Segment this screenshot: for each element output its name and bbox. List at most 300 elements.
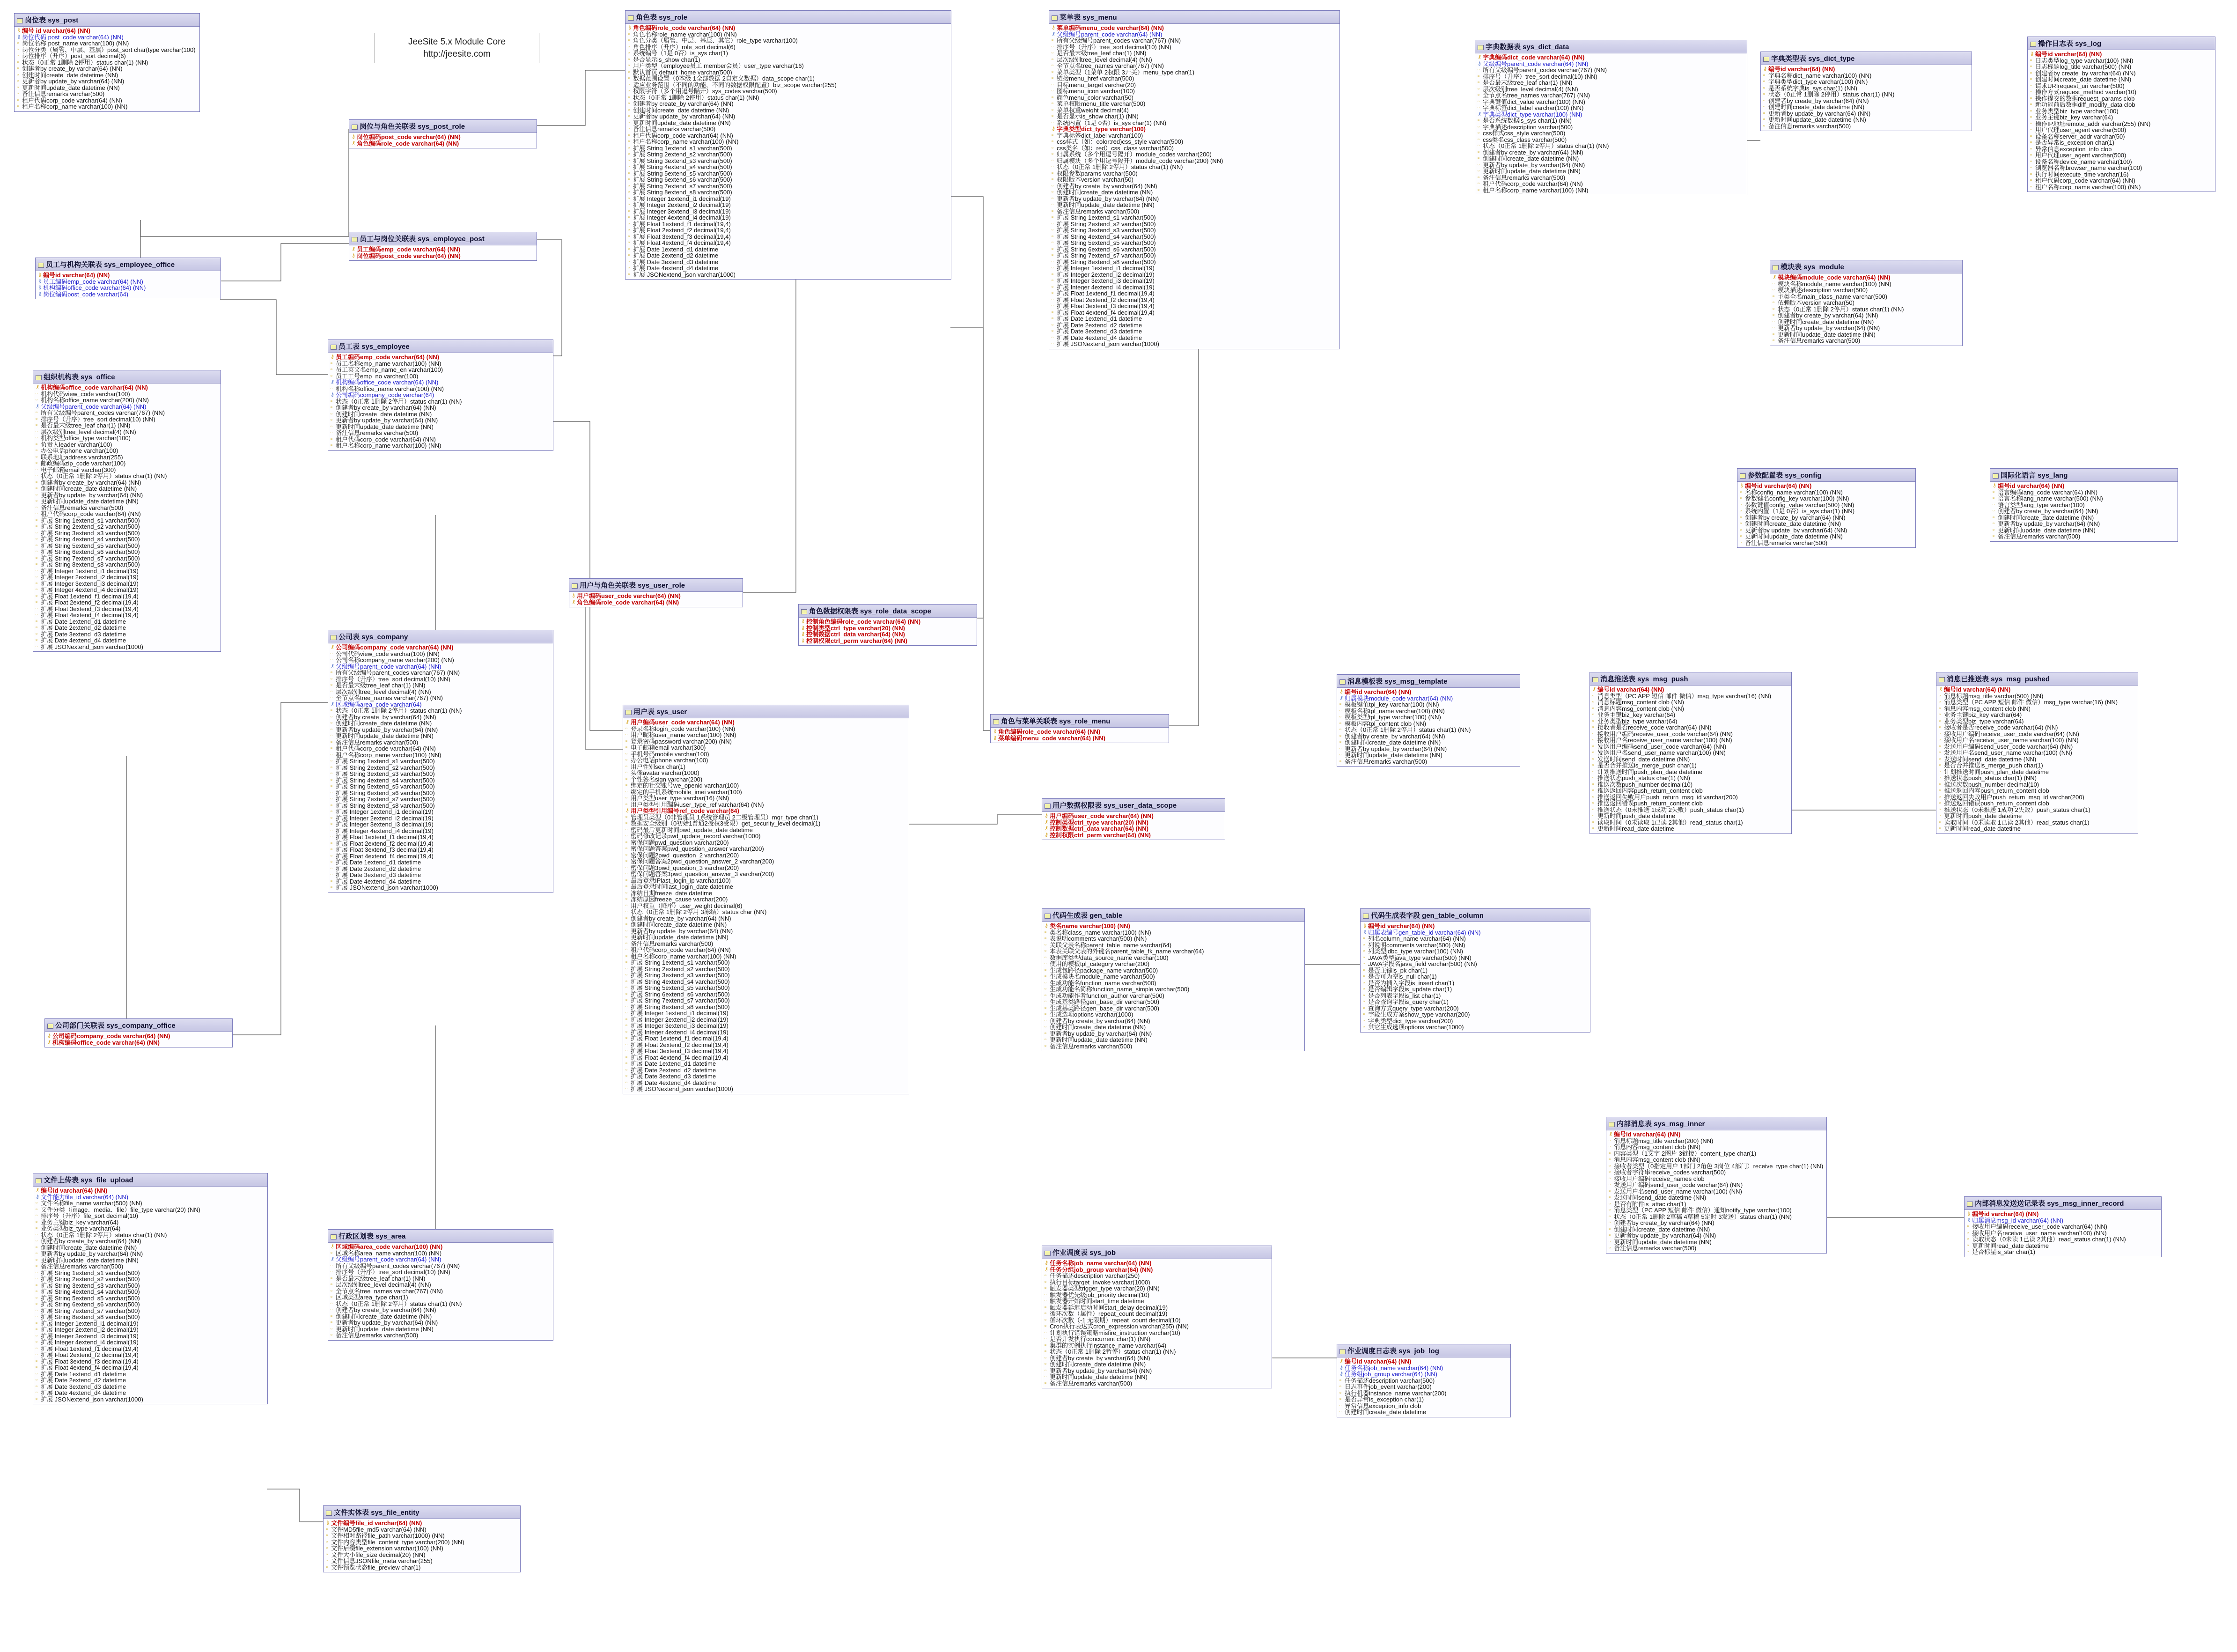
field-bullet-icon: ▫ [1592,737,1594,743]
column-label: 扩展 String 6extend_s6 varchar(500) [41,549,140,555]
column-field [1591,782,1790,788]
entity-table-sys_user_data_scope[interactable] [1042,798,1225,840]
field-bullet-icon: ▫ [1339,708,1341,714]
column-field [1739,533,1914,540]
column-label: 用户代理user_agent varchar(500) [2035,152,2127,159]
field-bullet-icon: ▫ [1773,312,1774,318]
column-field [330,821,552,828]
entity-header-sys_employee_office [36,258,221,271]
column-label: 字典标签dict_label varchar(100) [1057,132,1143,139]
column-foreign-key [330,379,552,386]
field-bullet-icon: ▫ [2030,171,2032,177]
column-field [1772,300,1961,306]
field-bullet-icon: ▫ [1045,942,1046,948]
column-label: 密保问题pwd_question varchar(200) [631,839,729,846]
field-bullet-icon: ▫ [1592,781,1594,787]
column-label: 更新时间update_date datetime (NN) [1050,1374,1148,1380]
column-label: 创建者by create_by varchar(64) (NN) [1050,1355,1150,1361]
column-field [330,878,552,885]
column-field [1051,246,1338,253]
entity-title: 操作日志表 sys_log [2038,40,2102,48]
field-bullet-icon: ▫ [1592,750,1594,755]
field-bullet-icon: ▫ [331,398,332,404]
column-label: 控制权限ctrl_perm varchar(64) (NN) [806,637,908,644]
entity-table-sys_employee_post[interactable] [349,232,537,261]
field-bullet-icon: ▫ [1592,756,1594,762]
field-bullet-icon: ▫ [36,1213,37,1218]
entity-table-sys_lang[interactable] [1990,468,2178,542]
entity-table-sys_log[interactable] [2027,37,2215,192]
column-label: 控制数据ctrl_data varchar(64) (NN) [806,631,905,638]
entity-table-sys_role_menu[interactable] [990,714,1169,743]
field-bullet-icon: ▫ [628,69,630,75]
column-field [1992,521,2176,527]
field-bullet-icon: ▫ [1045,1342,1046,1348]
column-field [1477,92,1745,99]
entity-columns [1475,53,1747,195]
column-field [1739,515,1914,521]
column-label: 父级编号parent_code varchar(64) (NN) [336,663,442,670]
column-label: 扩展 String 2extend_s2 varchar(500) [633,151,732,158]
column-label: 扩展 Date 3extend_d3 datetime [631,1073,716,1080]
entity-table-sys_role_data_scope[interactable] [798,604,977,646]
column-label: 状态（0正常 1删除 2停用）status char(1) (NN) [1483,143,1609,149]
column-field [1044,1374,1270,1380]
column-field [1044,1336,1270,1342]
column-label: 类名称class_name varchar(100) (NN) [1050,929,1151,936]
column-field [1608,1150,1825,1157]
key-icon: ⚷ [352,252,356,258]
column-label: 岗位编码post_code varchar(64) (NN) [357,134,461,140]
field-bullet-icon: ▫ [1045,1323,1046,1329]
entity-table-sys_company[interactable] [328,630,553,893]
column-foreign-key [37,279,219,285]
column-label: 创建时间create_date datetime (NN) [1345,739,1441,746]
column-label: 备注信息remarks varchar(500) [41,1263,124,1270]
column-label: 归属系统（多个用逗号隔开）module_codes varchar(200) [1057,151,1212,158]
column-label: 发送用户编码send_user_code varchar(64) (NN) [1597,743,1727,750]
column-label: 归属模块（多个用逗号隔开）module_code varchar(200) (NN) [1057,157,1223,164]
column-field [625,1004,907,1010]
column-label: 更新时间push_date datetime [1597,813,1676,819]
entity-table-sys_msg_template[interactable] [1337,674,1520,767]
column-field [35,1219,266,1226]
field-bullet-icon: ▫ [628,151,630,157]
field-bullet-icon: ▫ [331,878,332,884]
column-label: 模块编码module_code varchar(64) (NN) [1778,274,1891,281]
field-bullet-icon: ▫ [1939,762,1941,768]
column-field [1044,948,1303,955]
key-icon: ⚷ [1045,813,1049,819]
field-bullet-icon: ▫ [36,1314,37,1320]
entity-title: 作业调度表 sys_job [1052,1249,1116,1257]
entity-table-sys_post[interactable] [14,13,200,112]
column-primary-key [1992,483,2176,489]
column-label: 扩展 Date 3extend_d3 datetime [336,872,421,878]
field-bullet-icon: ▫ [1052,265,1053,271]
field-bullet-icon: ▫ [1592,826,1594,831]
entity-table-sys_dict_type[interactable] [1760,52,1972,131]
column-label: 更新时间update_date datetime (NN) [631,934,728,941]
column-label: 是否最末级tree_leaf char(1) (NN) [1057,50,1147,57]
column-field [1772,306,1961,313]
column-label: 更新者by update_by varchar(64) (NN) [1483,162,1585,168]
column-field [1339,1396,1509,1403]
entity-table-sys_employee[interactable] [328,339,553,451]
column-field [35,1352,266,1358]
column-field [625,751,907,758]
entity-title: 文件实体表 sys_file_entity [334,1509,419,1517]
column-label: 文件内容类型file_content_type varchar(200) (NN) [331,1539,464,1545]
column-label: 扩展 Float 3extend_f3 decimal(19,4) [633,233,731,240]
key-icon: ⚷ [625,719,630,725]
field-bullet-icon: ▫ [625,852,627,858]
column-label: 扩展 Date 4extend_d4 datetime [633,265,719,272]
column-primary-key [1739,483,1914,489]
field-bullet-icon: ▫ [36,568,37,574]
column-field [325,1539,519,1546]
field-bullet-icon: ▫ [1052,113,1053,119]
column-field [1591,794,1790,801]
column-field [1362,942,1589,949]
column-label: 租户代码corp_code varchar(64) (NN) [1483,181,1583,187]
column-label: 扩展 String 1extend_s1 varchar(500) [336,758,435,765]
field-bullet-icon: ▫ [1939,781,1941,787]
entity-table-sys_area[interactable] [328,1229,553,1341]
entity-table-sys_user_role[interactable] [569,578,743,607]
field-bullet-icon: ▫ [1052,107,1053,113]
column-field [35,543,219,549]
entity-header-sys_role_menu [991,715,1169,728]
column-field [625,1017,907,1023]
column-label: 生成功能作者function_author varchar(500) [1050,992,1164,999]
column-label: 备注信息remarks varchar(500) [1483,174,1566,181]
column-field [1051,259,1338,266]
entity-table-sys_job[interactable] [1042,1246,1272,1388]
column-label: 扩展 Integer 3extend_i3 decimal(19) [631,1023,728,1029]
column-label: 菜单编码menu_code varchar(64) (NN) [1057,25,1164,31]
field-bullet-icon: ▫ [628,75,630,81]
column-label: 更新时间update_date datetime (NN) [1614,1239,1712,1245]
column-label: 类名name varchar(100) (NN) [1050,923,1130,929]
field-bullet-icon: ▫ [628,252,630,258]
column-label: 更新者by update_by varchar(64) (NN) [41,1251,143,1257]
column-field [330,834,552,841]
entity-table-sys_config[interactable] [1737,468,1916,548]
field-bullet-icon: ▫ [331,777,332,783]
field-bullet-icon: ▫ [2030,57,2032,63]
column-field [625,922,907,928]
column-label: 更新者by update_by varchar(64) (NN) [1768,110,1871,117]
column-label: 扩展 String 1extend_s1 varchar(500) [41,1269,140,1276]
field-bullet-icon: ▫ [36,1301,37,1307]
column-field [330,1313,552,1320]
entity-table-sys_menu[interactable] [1049,10,1340,349]
entity-title: 公司部门关联表 sys_company_office [55,1022,176,1030]
field-bullet-icon: ▫ [326,1564,328,1570]
foreign-key-icon: ⚷ [331,663,335,669]
table-icon [1993,473,1999,479]
entity-table-sys_employee_office[interactable] [35,258,221,299]
column-label: 租户代码corp_code varchar(64) (NN) [336,436,436,442]
field-bullet-icon: ▫ [1592,768,1594,774]
column-label: 触发器开始时间start_time datetime [1050,1298,1144,1305]
column-field [625,738,907,745]
entity-table-sys_file_entity[interactable] [323,1505,521,1572]
column-field [1938,712,2136,718]
column-label: 员工工号emp_no varchar(100) [336,373,419,379]
column-label: 是否异常is_exception char(1) [1345,1396,1424,1403]
column-field [1966,1224,2160,1230]
entity-table-sys_msg_inner_record[interactable] [1964,1196,2162,1257]
field-bullet-icon: ▫ [625,820,627,826]
column-primary-key [330,644,552,651]
column-label: 是否标星is_star char(1) [1972,1249,2036,1255]
field-bullet-icon: ▫ [1939,737,1941,743]
column-label: 创建时间create_date datetime (NN) [336,1313,432,1320]
field-bullet-icon: ▫ [1939,806,1941,812]
column-label: 操作方式request_method varchar(10) [2035,89,2137,96]
column-label: 备注信息remarks varchar(500) [1768,123,1851,129]
column-field [1938,718,2136,725]
column-field [330,765,552,771]
column-field [625,1035,907,1042]
column-field [16,53,198,59]
column-label: 机构名称office_name varchar(100) (NN) [336,385,444,392]
field-bullet-icon: ▫ [1339,758,1341,764]
entity-header-sys_area [328,1230,553,1243]
entity-columns [328,643,553,892]
column-field [1772,325,1961,332]
column-label: 接收者类型（0指定用户 1部门 2角色 3岗位 4部门）receive_type char(1) (NN) [1614,1163,1824,1169]
column-label: 链接menu_href varchar(500) [1057,75,1134,82]
column-label: 创建时间create_date datetime (NN) [1614,1226,1710,1232]
field-bullet-icon: ▫ [1052,189,1053,195]
column-label: 表说明comments varchar(500) (NN) [1050,936,1147,942]
column-field [1608,1220,1825,1226]
entity-columns [1936,686,2138,833]
column-field [330,841,552,847]
entity-title: 消息推送表 sys_msg_push [1600,675,1688,683]
column-label: 图标menu_icon varchar(100) [1057,88,1135,95]
entity-table-sys_job_log[interactable] [1337,1344,1511,1417]
column-label: 业务类型biz_type varchar(64) [1944,718,2024,724]
column-field [1762,85,1970,92]
column-label: 创建时间create_date datetime (NN) [1745,521,1841,527]
column-field [1966,1230,2160,1237]
column-field [330,796,552,803]
column-label: 扩展 JSONextend_json varchar(1000) [631,1086,733,1092]
field-bullet-icon: ▫ [1045,1380,1046,1386]
column-field [1938,756,2136,763]
column-field [1044,1355,1270,1362]
column-field [16,78,198,85]
column-field [627,151,949,158]
field-bullet-icon: ▫ [331,726,332,732]
entity-header-gen_table [1042,909,1304,922]
column-label: 编号 id varchar(64) (NN) [22,28,90,34]
field-bullet-icon: ▫ [1763,123,1765,129]
entity-table-sys_file_upload[interactable] [33,1173,268,1404]
table-icon [352,125,358,130]
column-label: 状态（0正常 1删除 2停用）status char(1) (NN) [1057,164,1183,170]
column-label: 是否为插入字段is_insert char(1) [1368,980,1455,986]
entity-table-sys_dict_data[interactable] [1475,40,1747,195]
column-field [35,1346,266,1352]
column-label: 任务名称job_name varchar(64) (NN) [1345,1364,1443,1371]
column-label: 循环次数（属性）repeat_count decimal(19) [1050,1311,1168,1317]
field-bullet-icon: ▫ [1478,174,1479,180]
field-bullet-icon: ▫ [326,1539,328,1545]
column-primary-key [330,354,552,361]
column-label: 备注信息remarks varchar(500) [633,126,716,133]
column-field [1591,813,1790,819]
field-bullet-icon: ▫ [1967,1249,1969,1254]
column-field [1477,137,1745,143]
entity-table-sys_user[interactable] [623,705,909,1094]
field-bullet-icon: ▫ [331,827,332,833]
column-field [1051,120,1338,126]
column-primary-key [571,593,741,599]
column-primary-key [627,25,949,31]
field-bullet-icon: ▫ [1052,88,1053,94]
entity-table-sys_post_role[interactable] [349,119,537,148]
field-bullet-icon: ▫ [331,430,332,435]
column-field [2029,89,2214,96]
entity-title: 角色数据权限表 sys_role_data_scope [809,607,931,615]
table-icon [1045,804,1051,809]
column-label: 创建时间create_date datetime (NN) [1483,155,1579,162]
key-icon: ⚷ [572,599,576,605]
column-label: 扩展 Date 2extend_d2 datetime [41,625,126,631]
table-icon [17,18,23,23]
column-field [1044,1043,1303,1050]
entity-table-sys_msg_inner[interactable] [1606,1117,1827,1254]
field-bullet-icon: ▫ [1045,992,1046,998]
column-label: 权限字符（多个用逗号隔开）sys_codes varchar(500) [633,88,777,95]
column-label: 扩展 Integer 3extend_i3 decimal(19) [336,821,434,828]
column-field [1044,1005,1303,1012]
entity-table-sys_msg_pushed[interactable] [1936,672,2138,834]
column-label: 扩展 JSONextend_json varchar(1000) [41,643,143,650]
field-bullet-icon: ▫ [1939,756,1941,762]
field-bullet-icon: ▫ [1363,986,1365,992]
column-label: 扩展 String 3extend_s3 varchar(500) [41,1282,140,1289]
column-label: 模块名称module_name varchar(100) (NN) [1778,280,1891,287]
column-label: 员工编码emp_code varchar(64) (NN) [336,354,440,361]
field-bullet-icon: ▫ [36,549,37,554]
field-bullet-icon: ▫ [1478,155,1479,161]
field-bullet-icon: ▫ [1363,942,1365,948]
field-bullet-icon: ▫ [1363,954,1365,960]
entity-table-gen_table_column[interactable] [1360,908,1590,1032]
field-bullet-icon: ▫ [1939,750,1941,755]
column-label: 扩展 String 6extend_s6 varchar(500) [633,177,732,183]
column-field [1339,1409,1509,1416]
column-field [625,997,907,1004]
column-label: 扩展 Integer 4extend_i4 decimal(19) [631,1029,728,1035]
column-label: 执行目标target_invoke varchar(1000) [1050,1279,1150,1285]
column-field [1362,986,1589,993]
entity-table-gen_table[interactable] [1042,908,1305,1051]
entity-table-sys_company_office[interactable] [44,1018,233,1047]
column-label: 状态（0正常 1删除 2停用）status char(1) (NN) [41,1232,167,1238]
column-field [35,1339,266,1346]
field-bullet-icon: ▫ [625,947,627,952]
field-bullet-icon: ▫ [1045,1279,1046,1285]
column-field [35,536,219,543]
table-icon [352,237,358,242]
column-label: 全节点名tree_names varchar(767) (NN) [336,1288,443,1294]
entity-columns [991,728,1169,743]
key-icon: ⚷ [801,631,805,637]
column-field [1051,189,1338,196]
column-field [1608,1182,1825,1188]
field-bullet-icon: ▫ [1045,948,1046,954]
field-bullet-icon: ▫ [1045,980,1046,986]
key-icon: ⚷ [352,246,356,252]
field-bullet-icon: ▫ [1939,712,1941,717]
column-label: 状态（0正常 1删除 2停用）status char(1) (NN) [336,708,462,714]
column-field [1044,1292,1270,1298]
table-icon [331,345,337,350]
column-field [1044,1031,1303,1037]
field-bullet-icon: ▫ [1052,278,1053,283]
column-field [1051,44,1338,51]
column-field [2029,114,2214,121]
field-bullet-icon: ▫ [1478,73,1479,79]
entity-table-sys_msg_push[interactable] [1589,672,1792,834]
column-label: 扩展 Float 4extend_f4 decimal(19,4) [631,1054,728,1061]
field-bullet-icon: ▫ [331,865,332,871]
field-bullet-icon: ▫ [1052,75,1053,81]
column-field [330,670,552,676]
column-label: 权限版本version varchar(50) [1057,177,1133,183]
field-bullet-icon: ▫ [1609,1157,1611,1162]
field-bullet-icon: ▫ [1045,1298,1046,1304]
column-label: 扩展 Integer 3extend_i3 decimal(19) [41,1333,139,1339]
column-label: 接收者字符串receive_codes varchar(500) [1614,1169,1726,1176]
column-field [1608,1232,1825,1239]
column-field [1772,281,1961,288]
table-icon [331,635,337,640]
entity-table-sys_role[interactable] [625,10,951,280]
field-bullet-icon: ▫ [1967,1242,1969,1248]
column-label: 权限参数params varchar(500) [1057,170,1138,177]
column-label: 操作提交的数据request_params clob [2035,95,2135,102]
entity-table-sys_office[interactable] [33,370,221,652]
column-label: 创建时间create_date datetime (NN) [22,72,118,78]
field-bullet-icon: ▫ [1363,1018,1365,1024]
field-bullet-icon: ▫ [1045,954,1046,960]
column-field [625,776,907,783]
entity-columns [349,245,537,260]
field-bullet-icon: ▫ [1052,151,1053,157]
field-bullet-icon: ▫ [36,397,37,403]
column-primary-key [37,272,219,279]
column-label: 文件名称file_name varchar(500) (NN) [41,1200,142,1207]
column-label: 扩展 String 4extend_s4 varchar(500) [1057,233,1156,240]
column-field [1044,1342,1270,1349]
column-label: 创建者by create_by varchar(64) (NN) [1998,508,2098,515]
column-label: 系统编号（1是 0否）is_sys char(1) [633,50,728,57]
column-label: 扩展 String 1extend_s1 varchar(500) [41,517,140,524]
entity-table-sys_module[interactable] [1770,260,1963,346]
column-field [625,1080,907,1086]
column-field [1591,724,1790,731]
column-label: 创建时间create_date datetime (NN) [336,720,432,727]
column-label: 状态（0正常 1删除 2停用）status char(1) (NN) [336,1300,462,1307]
